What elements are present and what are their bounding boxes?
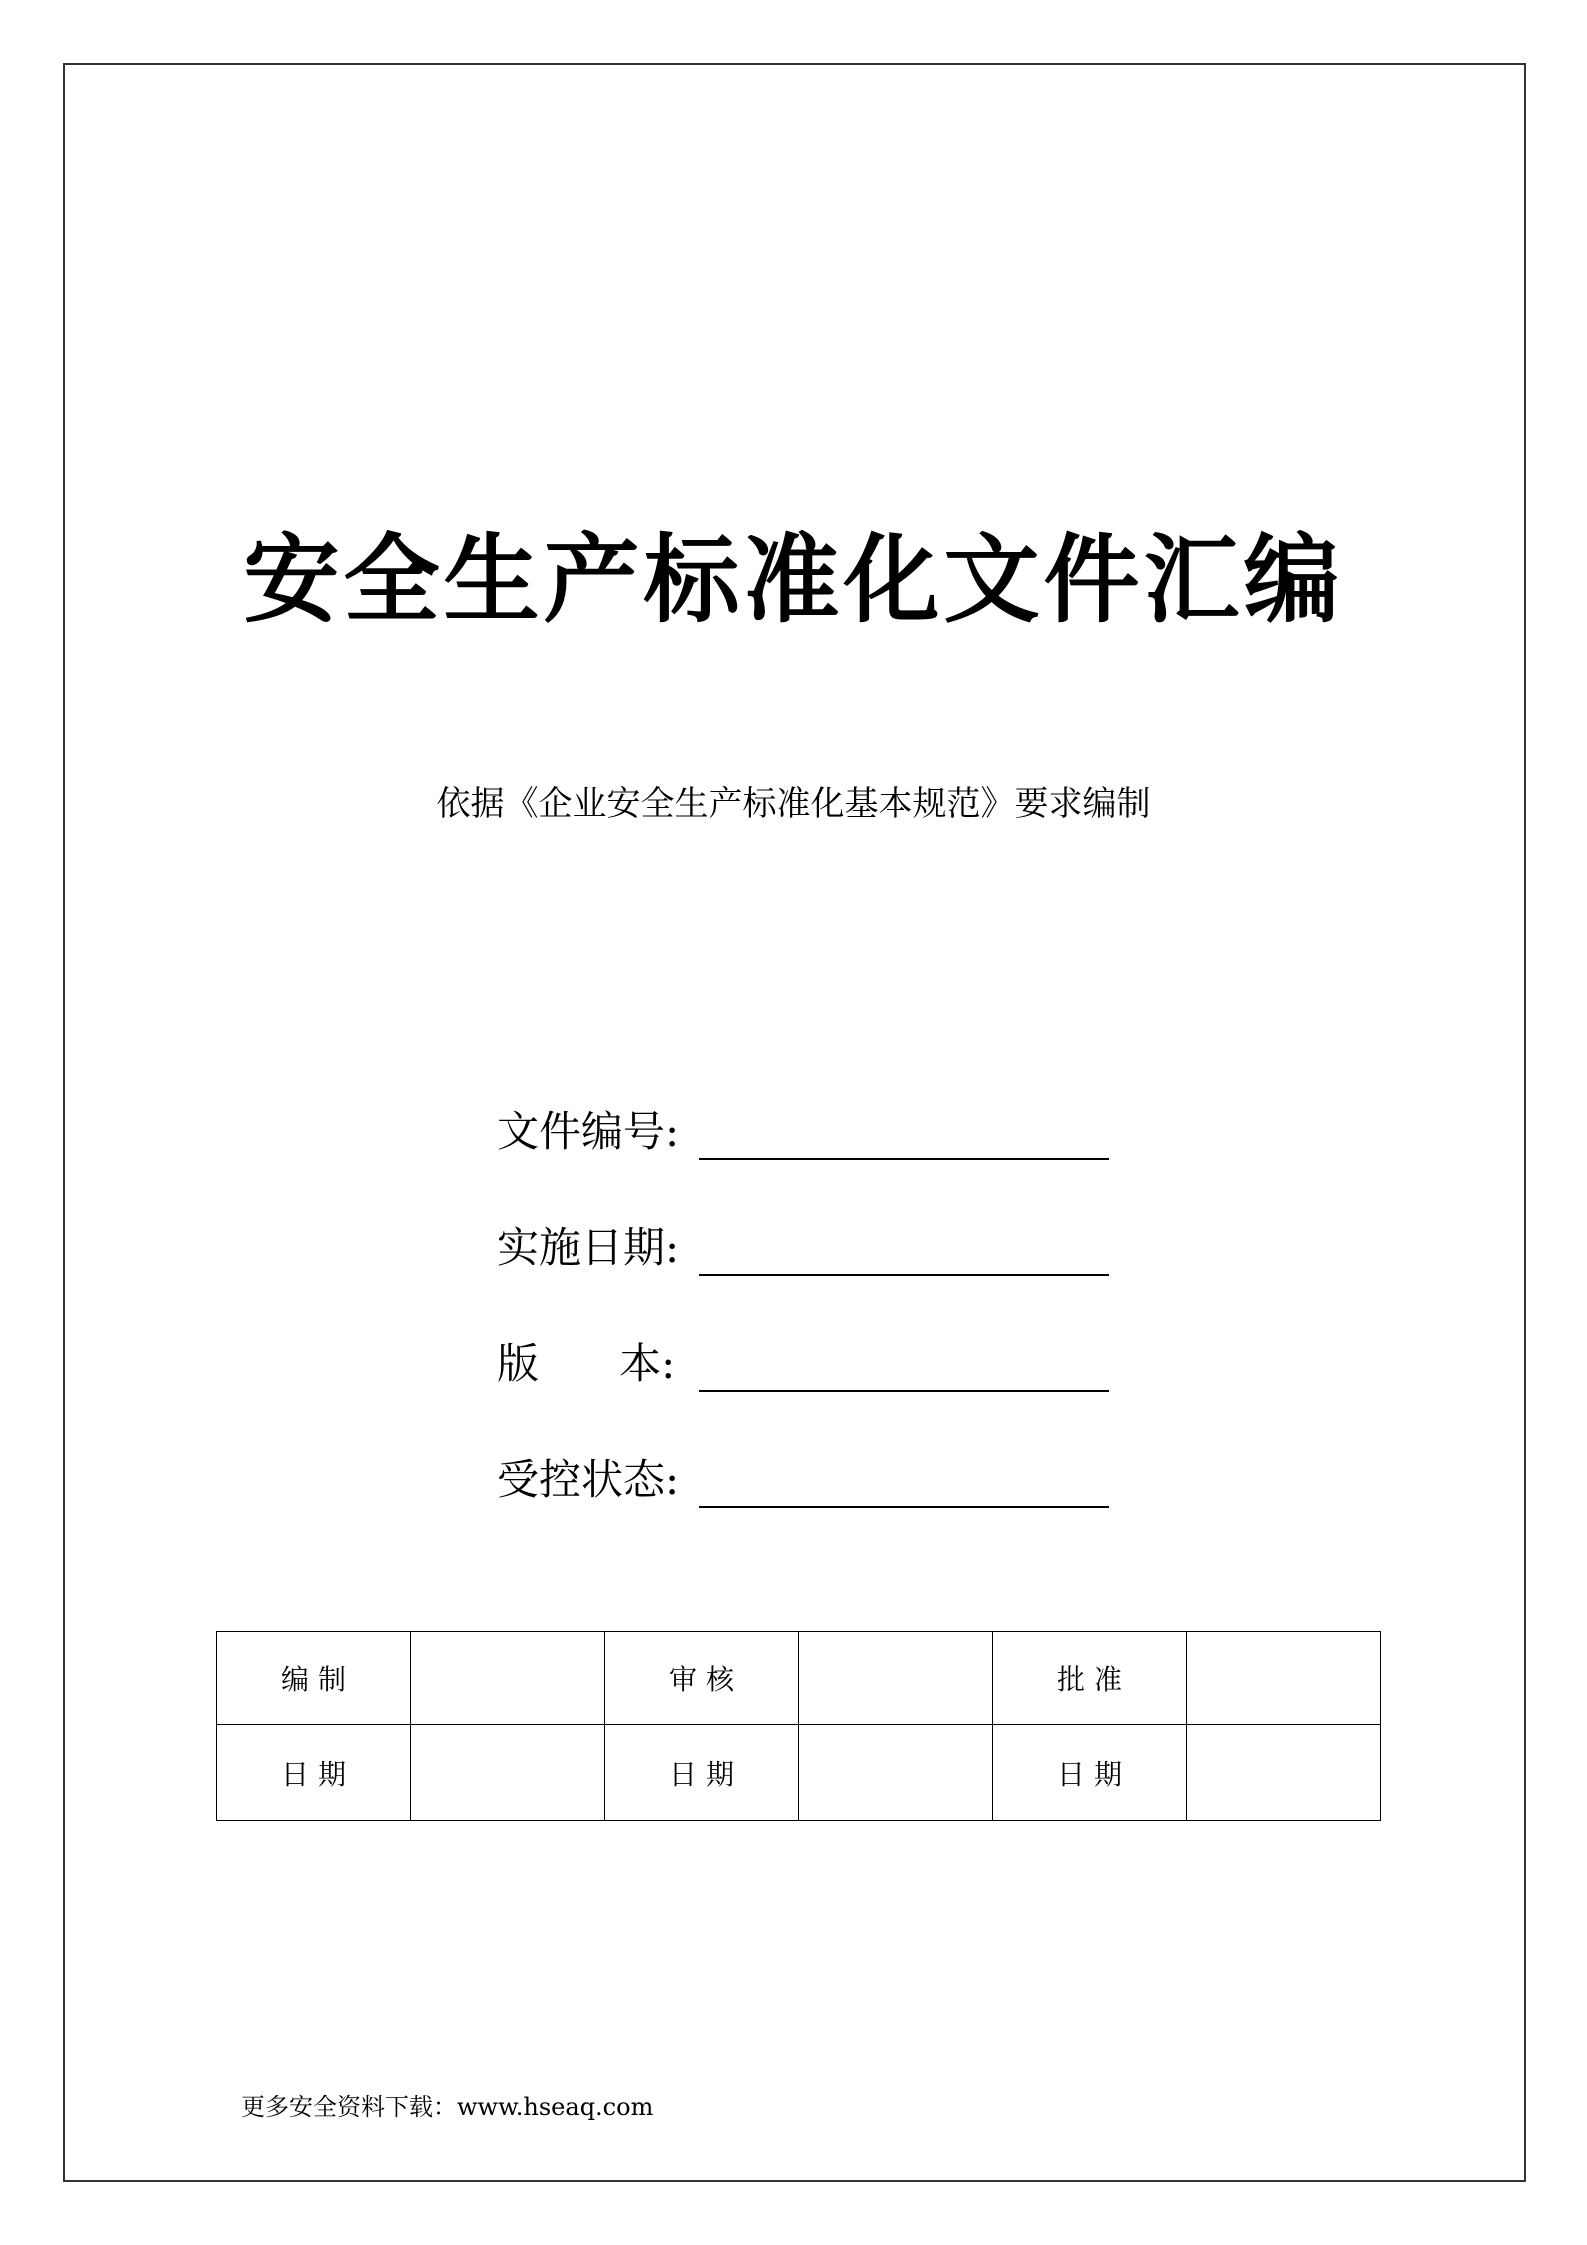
- document-number-blank[interactable]: [699, 1158, 1109, 1160]
- reviewed-by-cell[interactable]: [799, 1632, 993, 1725]
- reviewed-by-label: 审 核: [605, 1632, 799, 1725]
- reviewed-date-label: 日 期: [605, 1725, 799, 1821]
- approved-date-cell[interactable]: [1187, 1725, 1381, 1821]
- reviewed-date-cell[interactable]: [799, 1725, 993, 1821]
- compiled-by-cell[interactable]: [411, 1632, 605, 1725]
- document-subtitle: 依据《企业安全生产标准化基本规范》要求编制: [436, 784, 1151, 824]
- document-title: 安全生产标准化文件汇编: [243, 524, 1344, 636]
- table-row: [217, 1632, 1381, 1725]
- control-status-label: 受控状态:: [497, 1455, 680, 1504]
- version-blank[interactable]: [699, 1390, 1109, 1392]
- document-number-field: [497, 1102, 1117, 1162]
- control-status-field: [497, 1450, 1117, 1510]
- effective-date-field: [497, 1218, 1117, 1278]
- effective-date-blank[interactable]: [699, 1274, 1109, 1276]
- compiled-by-label: 编 制: [217, 1632, 411, 1725]
- control-status-blank[interactable]: [699, 1506, 1109, 1508]
- approval-table: [216, 1631, 1381, 1821]
- document-number-label: 文件编号:: [497, 1107, 680, 1156]
- approved-date-label: 日 期: [993, 1725, 1187, 1821]
- compiled-date-cell[interactable]: [411, 1725, 605, 1821]
- download-footer: 更多安全资料下载：www.hseaq.com: [241, 2093, 654, 2121]
- approved-by-label: 批 准: [993, 1632, 1187, 1725]
- compiled-date-label: 日 期: [217, 1725, 411, 1821]
- version-label: 版 本:: [497, 1339, 676, 1388]
- table-row: [217, 1725, 1381, 1821]
- effective-date-label: 实施日期:: [497, 1223, 680, 1272]
- approved-by-cell[interactable]: [1187, 1632, 1381, 1725]
- version-field: [497, 1334, 1117, 1394]
